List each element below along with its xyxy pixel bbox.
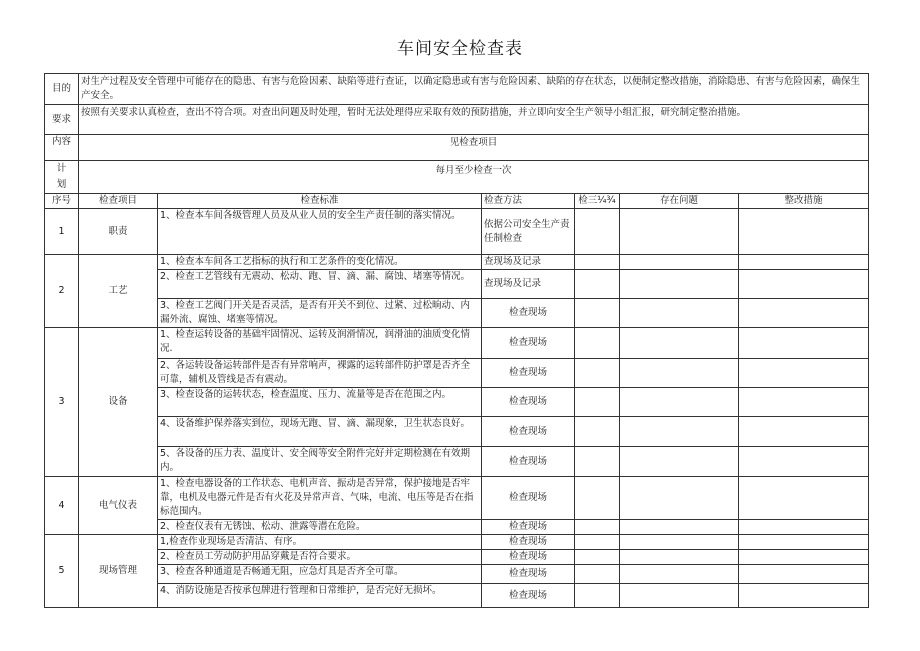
- standard-cell: 2、检查工艺管线有无震动、松动、跑、冒、滴、漏、腐蚀、堵塞等情况。: [158, 270, 482, 299]
- fix-cell[interactable]: [739, 565, 869, 584]
- page-title: 车间安全检查表: [397, 39, 523, 59]
- section-number: 3: [45, 328, 79, 477]
- plan-row: [45, 161, 869, 194]
- method-cell: 查现场及记录: [482, 255, 575, 270]
- standard-cell: 1、检查运转设备的基础牢固情况、运转及润滑情况，润滑油的油质变化情况.: [158, 328, 482, 359]
- issue-cell[interactable]: [620, 520, 739, 535]
- standard-cell: 1、检查本车间各工艺指标的执行和工艺条件的变化情况。: [158, 255, 482, 270]
- result-cell[interactable]: [575, 550, 620, 565]
- purpose-label: 目的: [45, 74, 79, 105]
- header-no: 序号: [45, 194, 79, 209]
- section-item: 现场管理: [79, 535, 158, 608]
- standard-cell: 1、检查电器设备的工作状态、电机声音、振动是否异常，保护接地是否牢靠，电机及电器元件是否有火花及异常声音、气味，电流、电压等是否在指标范围内。: [158, 477, 482, 520]
- fix-cell[interactable]: [739, 535, 869, 550]
- header-standard: 检查标准: [158, 194, 482, 209]
- method-cell: 检查现场: [482, 550, 575, 565]
- result-cell[interactable]: [575, 388, 620, 417]
- standard-cell: 3、检查工艺阀门开关是否灵活，是否有开关不到位、过紧、过松晌动、内漏外流、腐蚀、堵塞等情况。: [158, 299, 482, 328]
- standard-cell: 2、检查仪表有无锈蚀、松动、泄露等潜在危险。: [158, 520, 482, 535]
- table-row: [45, 209, 869, 255]
- issue-cell[interactable]: [620, 270, 739, 299]
- issue-cell[interactable]: [620, 550, 739, 565]
- issue-cell[interactable]: [620, 417, 739, 447]
- section-number: 4: [45, 477, 79, 535]
- fix-cell[interactable]: [739, 255, 869, 270]
- table-row: [45, 299, 869, 328]
- issue-cell[interactable]: [620, 477, 739, 520]
- result-cell[interactable]: [575, 299, 620, 328]
- standard-cell: 1,检查作业现场是否清洁、有序。: [158, 535, 482, 550]
- result-cell[interactable]: [575, 584, 620, 608]
- plan-label: 计 划: [45, 161, 79, 194]
- plan-text: 每月至少检查一次: [79, 161, 869, 194]
- section-item: 电气仪表: [79, 477, 158, 535]
- method-cell: 检查现场: [482, 359, 575, 388]
- section-item: 职责: [79, 209, 158, 255]
- result-cell[interactable]: [575, 447, 620, 477]
- standard-cell: 2、检查员工劳动防护用品穿戴是否符合要求。: [158, 550, 482, 565]
- table-row: [45, 359, 869, 388]
- section-number: 2: [45, 255, 79, 328]
- method-cell: 依据公司安全生产责任制检查: [482, 209, 575, 255]
- issue-cell[interactable]: [620, 299, 739, 328]
- fix-cell[interactable]: [739, 477, 869, 520]
- result-cell[interactable]: [575, 328, 620, 359]
- section-number: 5: [45, 535, 79, 608]
- standard-cell: 3、检查各种通道是否畅通无阻，应急灯具是否齐全可靠。: [158, 565, 482, 584]
- header-issue: 存在问题: [620, 194, 739, 209]
- method-cell: 检查现场: [482, 447, 575, 477]
- header-row: [45, 194, 869, 209]
- header-method: 检查方法: [482, 194, 575, 209]
- inspection-table: [44, 73, 869, 608]
- requirement-row: [45, 105, 869, 135]
- fix-cell[interactable]: [739, 584, 869, 608]
- method-cell: 检查现场: [482, 388, 575, 417]
- table-row: [45, 417, 869, 447]
- result-cell[interactable]: [575, 209, 620, 255]
- table-row: [45, 270, 869, 299]
- header-result: 检三¼¾: [575, 194, 620, 209]
- method-cell: 查现场及记录: [482, 270, 575, 299]
- fix-cell[interactable]: [739, 299, 869, 328]
- fix-cell[interactable]: [739, 550, 869, 565]
- method-cell: 检查现场: [482, 565, 575, 584]
- result-cell[interactable]: [575, 565, 620, 584]
- standard-cell: 1、检查本车间各级管理人员及从业人员的安全生产责任制的落实情况。: [158, 209, 482, 255]
- fix-cell[interactable]: [739, 417, 869, 447]
- result-cell[interactable]: [575, 520, 620, 535]
- fix-cell[interactable]: [739, 209, 869, 255]
- content-text: 见检查项目: [79, 135, 869, 161]
- result-cell[interactable]: [575, 255, 620, 270]
- fix-cell[interactable]: [739, 447, 869, 477]
- issue-cell[interactable]: [620, 388, 739, 417]
- method-cell: 检查现场: [482, 417, 575, 447]
- issue-cell[interactable]: [620, 447, 739, 477]
- purpose-text: 对生产过程及安全管理中可能存在的隐患、有害与危险因素、缺陷等进行查证，以确定隐患或有害与危险因素、缺陷的存在状态，以便制定整改措施，消除隐患、有害与危险因素，确保生产安全。: [79, 74, 869, 105]
- issue-cell[interactable]: [620, 584, 739, 608]
- standard-cell: 5、各设备的压力表、温度计、安全阀等安全附件完好并定期检测在有效期内。: [158, 447, 482, 477]
- standard-cell: 4、设备维护保养落实到位，现场无跑、冒、滴、漏现象，卫生状态良好。: [158, 417, 482, 447]
- fix-cell[interactable]: [739, 270, 869, 299]
- table-row: [45, 477, 869, 520]
- standard-cell: 2、各运转设备运转部件是否有异常响声，裸露的运转部件防护罩是否齐全可靠，辅机及管线是否有震动。: [158, 359, 482, 388]
- fix-cell[interactable]: [739, 328, 869, 359]
- content-row: [45, 135, 869, 161]
- result-cell[interactable]: [575, 477, 620, 520]
- issue-cell[interactable]: [620, 535, 739, 550]
- section-item: 工艺: [79, 255, 158, 328]
- requirement-text: 按照有关要求认真检查，查出不符合项。对查出问题及时处理，暂时无法处理得应采取有效的预防措施，并立即向安全生产领导小组汇报，研究制定整治措施。: [79, 105, 869, 135]
- method-cell: 检查现场: [482, 535, 575, 550]
- purpose-row: [45, 74, 869, 105]
- table-row: [45, 565, 869, 584]
- requirement-label: 要求: [45, 105, 79, 135]
- method-cell: 检查现场: [482, 328, 575, 359]
- issue-cell[interactable]: [620, 209, 739, 255]
- result-cell[interactable]: [575, 417, 620, 447]
- result-cell[interactable]: [575, 535, 620, 550]
- fix-cell[interactable]: [739, 520, 869, 535]
- table-row: [45, 520, 869, 535]
- table-row: [45, 535, 869, 550]
- issue-cell[interactable]: [620, 359, 739, 388]
- result-cell[interactable]: [575, 270, 620, 299]
- fix-cell[interactable]: [739, 388, 869, 417]
- table-row: [45, 447, 869, 477]
- issue-cell[interactable]: [620, 565, 739, 584]
- fix-cell[interactable]: [739, 359, 869, 388]
- method-cell: 检查现场: [482, 520, 575, 535]
- table-row: [45, 328, 869, 359]
- header-item: 检查项目: [79, 194, 158, 209]
- table-row: [45, 584, 869, 608]
- standard-cell: 4、消防设施是否按承包牌进行管理和日常维护，是否完好无损坏。: [158, 584, 482, 608]
- table-row: [45, 255, 869, 270]
- content-label: 内容: [45, 135, 79, 161]
- section-item: 设备: [79, 328, 158, 477]
- table-row: [45, 388, 869, 417]
- issue-cell[interactable]: [620, 328, 739, 359]
- header-fix: 整改措施: [739, 194, 869, 209]
- standard-cell: 3、检查设备的运转状态，检查温度、压力、流量等是否在范围之内。: [158, 388, 482, 417]
- result-cell[interactable]: [575, 359, 620, 388]
- table-row: [45, 550, 869, 565]
- section-number: 1: [45, 209, 79, 255]
- method-cell: 检查现场: [482, 299, 575, 328]
- method-cell: 检查现场: [482, 477, 575, 520]
- method-cell: 检查现场: [482, 584, 575, 608]
- issue-cell[interactable]: [620, 255, 739, 270]
